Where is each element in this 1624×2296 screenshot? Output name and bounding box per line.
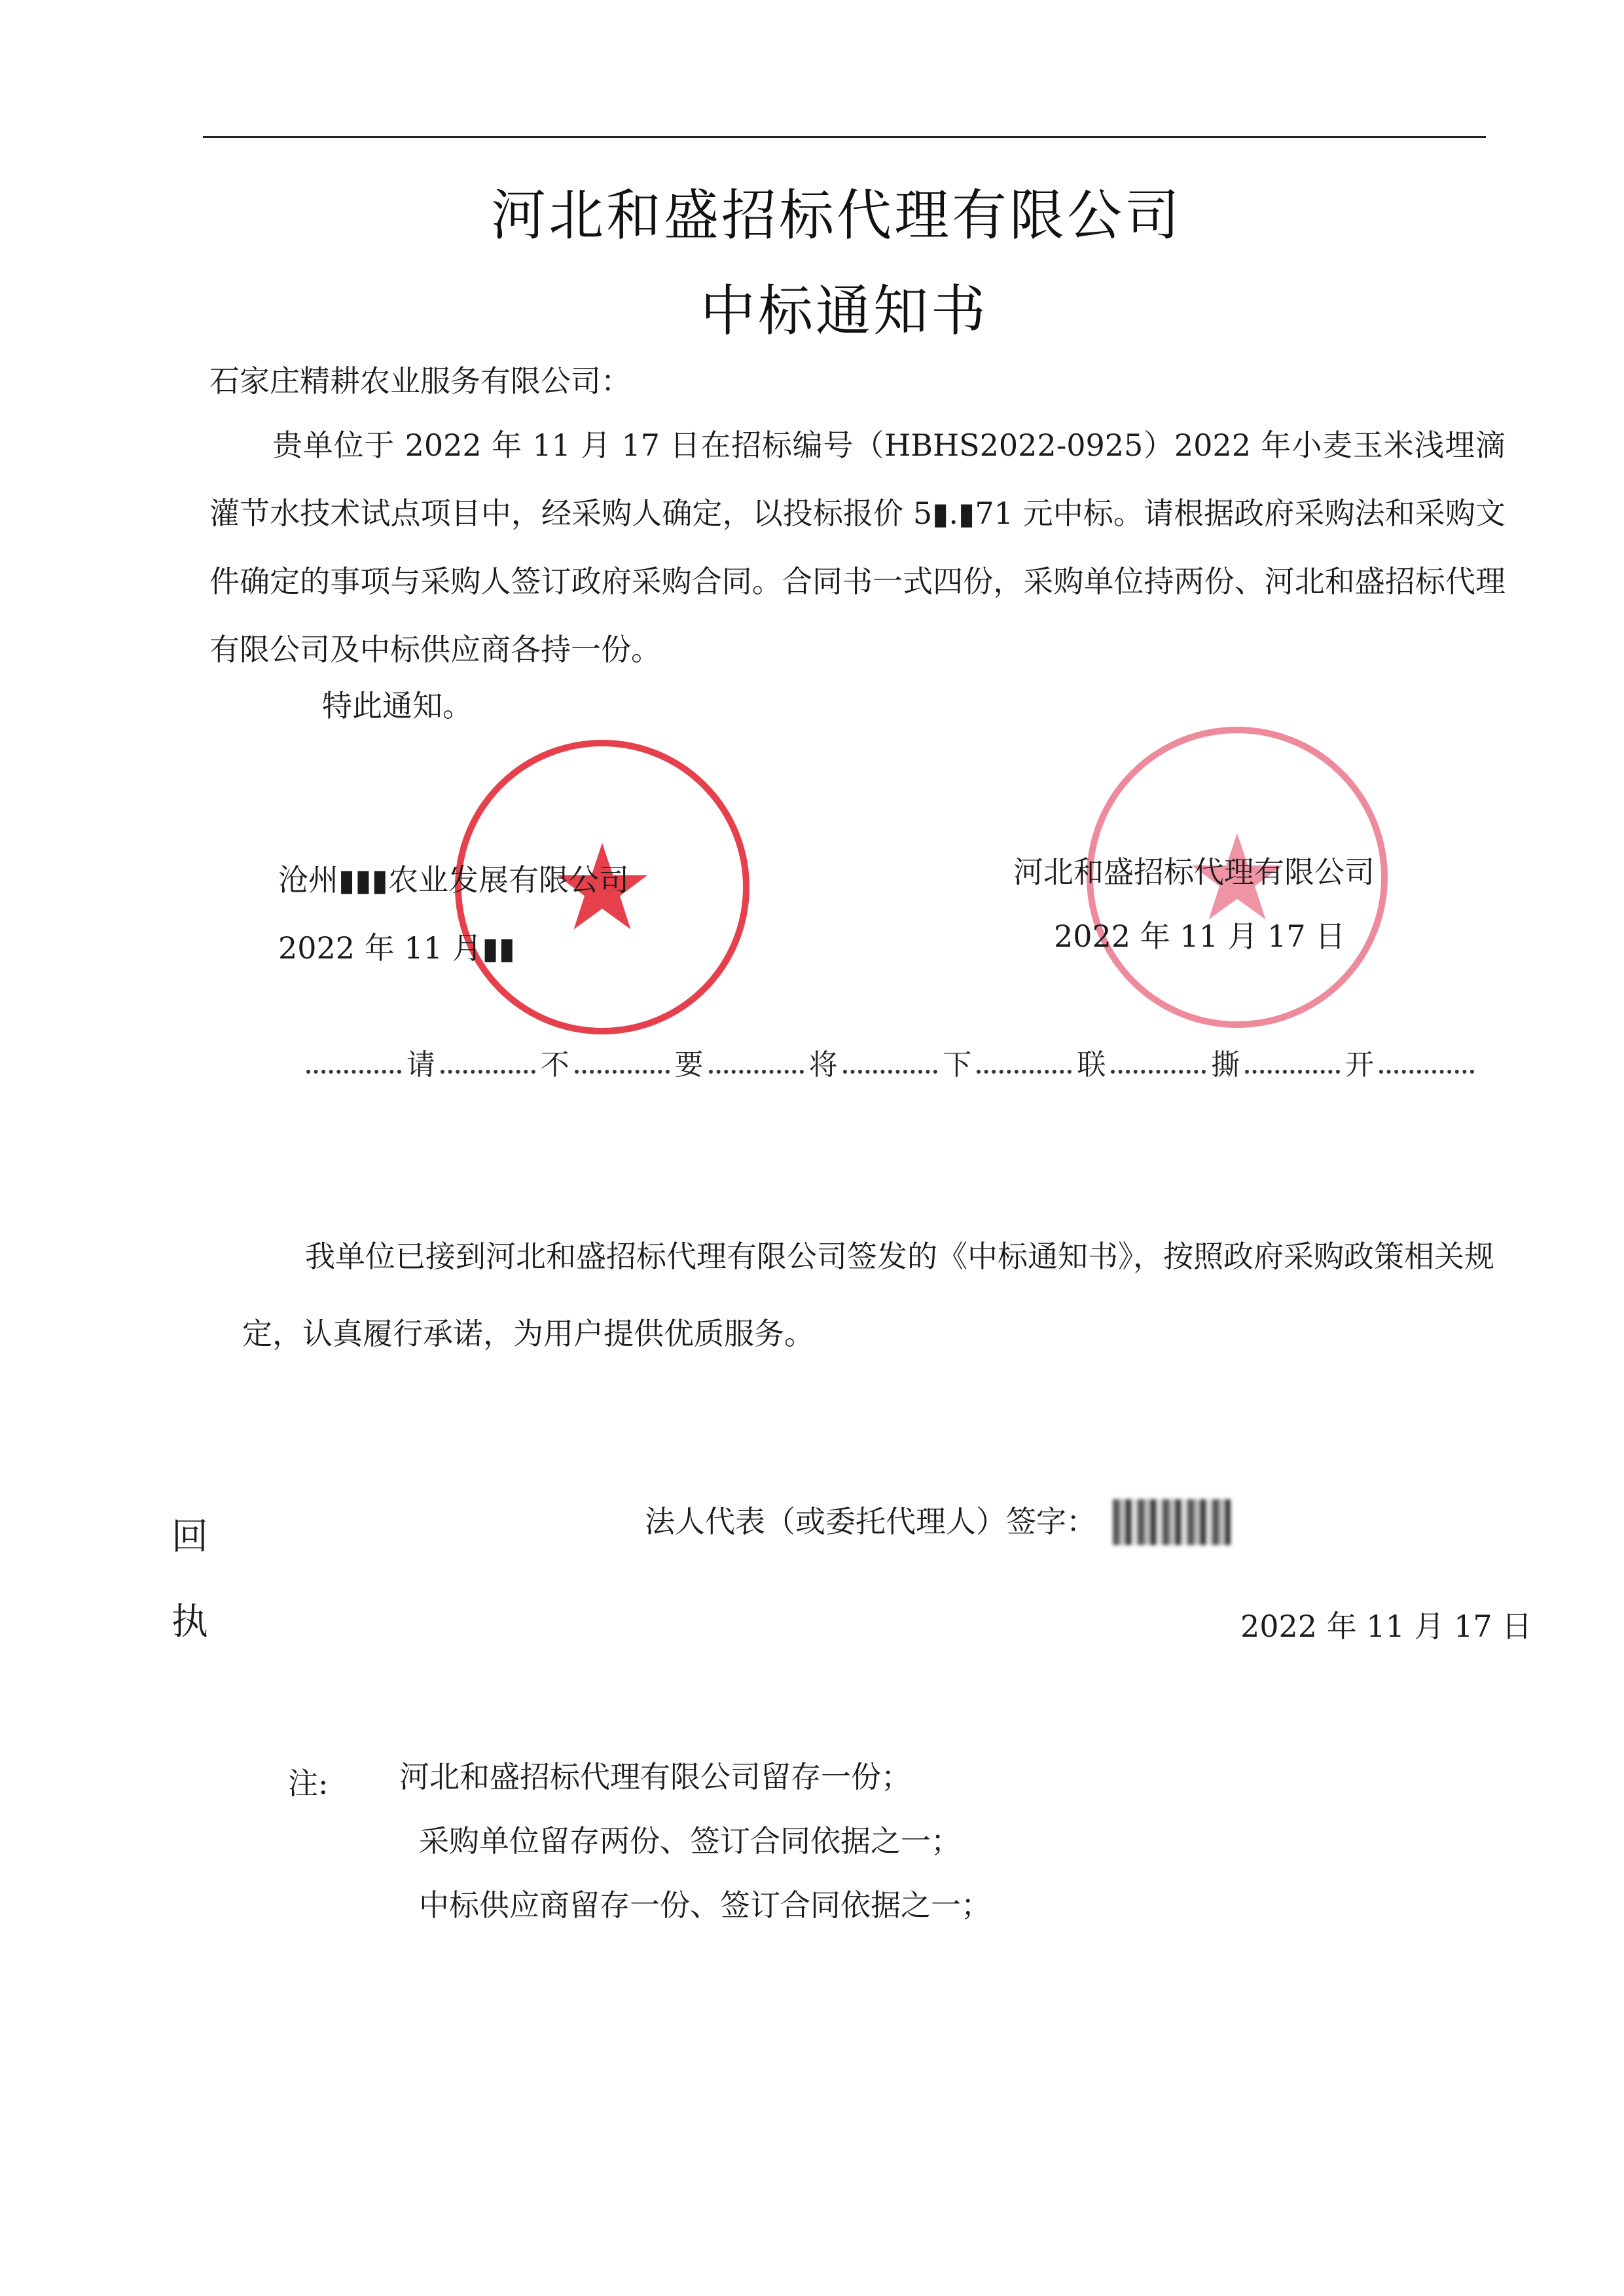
receipt-date: 2022 年 11 月 17 日 bbox=[1240, 1609, 1532, 1644]
company-title: 河北和盛招标代理有限公司 bbox=[491, 183, 1183, 247]
receipt-paragraph: 我单位已接到河北和盛招标代理有限公司签发的《中标通知书》，按照政府采购政策相关规定，认真履行承诺，为用户提供优质服务。 bbox=[242, 1239, 1494, 1351]
notes-line: 河北和盛招标代理有限公司留存一份； bbox=[399, 1759, 911, 1795]
notes-line: 中标供应商留存一份、签订合同依据之一； bbox=[419, 1887, 991, 1923]
tear-char: 要 bbox=[674, 1048, 704, 1082]
notice-paragraph: 贵单位于 2022 年 11 月 17 日在招标编号（HBHS2022-0925）2022 年小麦玉米浅埋滴灌节水技术试点项目中，经采购人确定，以投标报价 5▮.▮71 元中标。请根据政府采购法和采购文件确定的事项与采购人签订政府采购合同。合同书一式四份，采购单位持两份、河北和盛招标代理有限公司及中标供应商各持一份。 bbox=[209, 428, 1506, 667]
tear-char: 开 bbox=[1345, 1048, 1375, 1082]
tear-char: 请 bbox=[406, 1048, 435, 1082]
receipt-side-label: 回 bbox=[171, 1516, 208, 1558]
notes-line: 采购单位留存两份、签订合同依据之一； bbox=[419, 1823, 961, 1859]
addressee: 石家庄精耕农业服务有限公司： bbox=[209, 363, 631, 399]
closing-remark: 特此通知。 bbox=[322, 688, 473, 723]
notes-label: 注: bbox=[288, 1766, 329, 1801]
left-signer-date: 2022 年 11 月▮▮ bbox=[278, 930, 516, 966]
receipt-side-label: 执 bbox=[171, 1601, 208, 1643]
tear-char: 联 bbox=[1077, 1048, 1106, 1082]
tear-char: 不 bbox=[540, 1048, 569, 1082]
right-signer-date: 2022 年 11 月 17 日 bbox=[1054, 919, 1346, 954]
tear-char: 下 bbox=[943, 1048, 972, 1082]
tear-char: 将 bbox=[808, 1048, 838, 1082]
top-rule bbox=[203, 136, 1486, 138]
left-signer-org: 沧州▮▮▮农业发展有限公司 bbox=[278, 862, 629, 898]
tear-char: 撕 bbox=[1211, 1048, 1240, 1082]
document-title: 中标通知书 bbox=[700, 279, 989, 343]
tear-line bbox=[301, 1041, 1479, 1083]
right-signer-org: 河北和盛招标代理有限公司 bbox=[1013, 854, 1375, 890]
signature-label: 法人代表（或委托代理人）签字： bbox=[645, 1504, 1096, 1539]
signature-value bbox=[1113, 1499, 1231, 1545]
